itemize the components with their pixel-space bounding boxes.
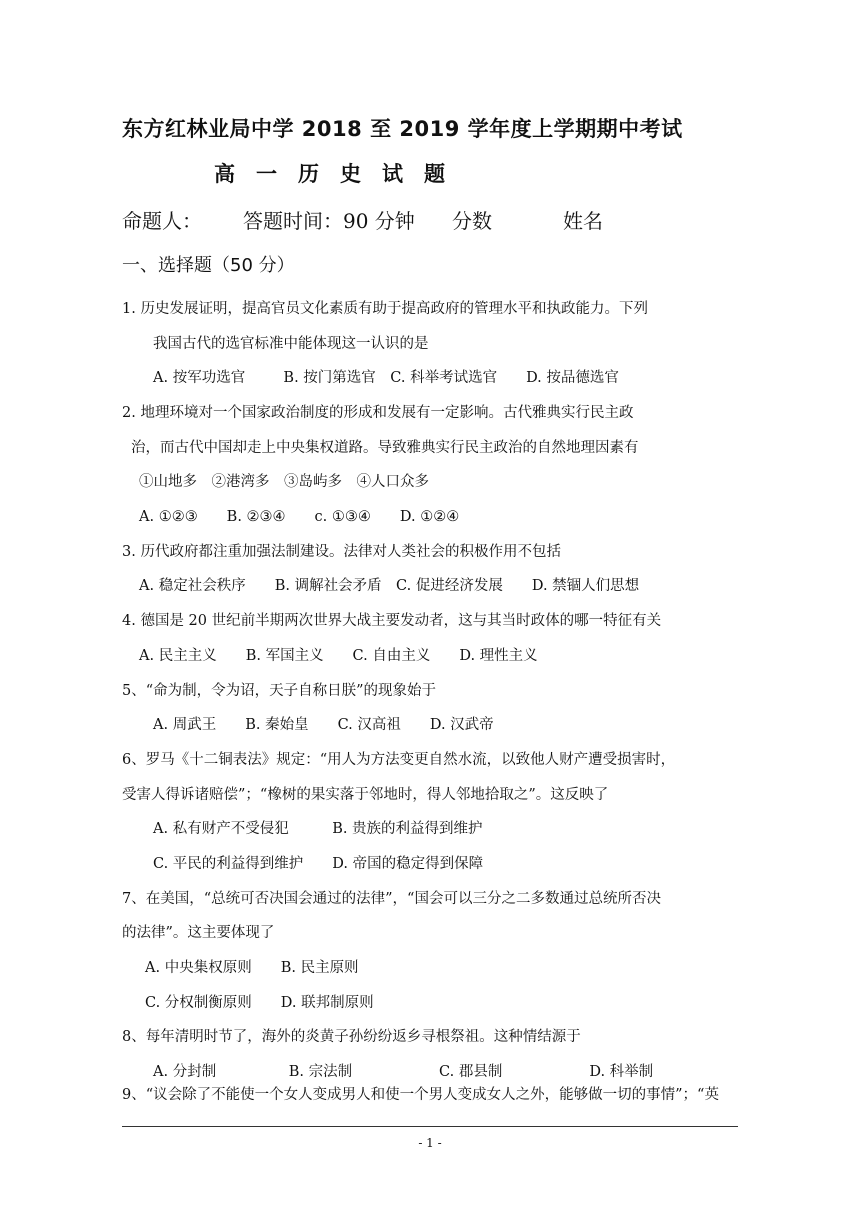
question-4-line-1: 4. 德国是 20 世纪前半期两次世界大战主要发动者，这与其当时政体的哪一特征有关: [122, 613, 662, 629]
score-label: 分数: [452, 209, 492, 233]
question-3-options: A. 稳定社会秩序 B. 调解社会矛盾 C. 促进经济发展 D. 禁锢人们思想: [139, 578, 640, 594]
question-6-line-1: 6、罗马《十二铜表法》规定：“用人为方法变更自然水流，以致他人财产遭受损害时，: [122, 752, 676, 768]
setter-label: 命题人：: [122, 209, 202, 233]
question-1-options: A. 按军功选官 B. 按门第选官 C. 科举考试选官 D. 按品德选官: [153, 370, 619, 386]
time-label: 答题时间：90 分钟: [243, 209, 415, 233]
section-heading: 一、选择题（50 分）: [122, 255, 295, 276]
question-1-line-2: 我国古代的选官标准中能体现这一认识的是: [153, 336, 429, 352]
question-2-options: A. ①②③ B. ②③④ c. ①③④ D. ①②④: [139, 509, 460, 525]
name-label: 姓名: [563, 209, 603, 233]
question-2-line-1: 2. 地理环境对一个国家政治制度的形成和发展有一定影响。古代雅典实行民主政: [122, 405, 634, 421]
question-9-line-1: 9、“议会除了不能使一个女人变成男人和使一个男人变成女人之外，能够做一切的事情”；“英: [122, 1087, 719, 1103]
question-8-options: A. 分封制 B. 宗法制 C. 郡县制 D. 科举制: [153, 1064, 654, 1080]
question-6-options-1: A. 私有财产不受侵犯 B. 贵族的利益得到维护: [153, 821, 483, 837]
question-6-options-2: C. 平民的利益得到维护 D. 帝国的稳定得到保障: [153, 856, 484, 872]
question-7-options-1: A. 中央集权原则 B. 民主原则: [145, 960, 359, 976]
exam-title: 东方红林业局中学 2018 至 2019 学年度上学期期中考试: [122, 117, 683, 141]
question-8-line-1: 8、每年清明时节了，海外的炎黄子孙纷纷返乡寻根祭祖。这种情结源于: [122, 1029, 581, 1045]
question-3-line-1: 3. 历代政府都注重加强法制建设。法律对人类社会的积极作用不包括: [122, 544, 561, 560]
question-2-line-3: ①山地多 ②港湾多 ③岛屿多 ④人口众多: [139, 474, 429, 490]
exam-subtitle: 高 一 历 史 试 题: [214, 162, 445, 186]
question-4-options: A. 民主主义 B. 军国主义 C. 自由主义 D. 理性主义: [139, 648, 538, 664]
question-7-line-2: 的法律”。这主要体现了: [122, 925, 275, 941]
footer-rule: [122, 1126, 738, 1127]
question-5-line-1: 5、“命为制，令为诏，天子自称日朕”的现象始于: [122, 683, 437, 699]
question-7-options-2: C. 分权制衡原则 D. 联邦制原则: [145, 995, 374, 1011]
question-2-line-2: 治，而古代中国却走上中央集权道路。导致雅典实行民主政治的自然地理因素有: [131, 440, 639, 456]
question-6-line-2: 受害人得诉诸赔偿”；“橡树的果实落于邻地时，得人邻地拾取之”。这反映了: [122, 787, 609, 803]
question-1-line-1: 1. 历史发展证明，提高官员文化素质有助于提高政府的管理水平和执政能力。下列: [122, 301, 648, 317]
question-5-options: A. 周武王 B. 秦始皇 C. 汉高祖 D. 汉武帝: [153, 717, 494, 733]
question-7-line-1: 7、在美国，“总统可否决国会通过的法律”，“国会可以三分之二多数通过总统所否决: [122, 891, 661, 907]
page-number: - 1 -: [418, 1136, 442, 1150]
